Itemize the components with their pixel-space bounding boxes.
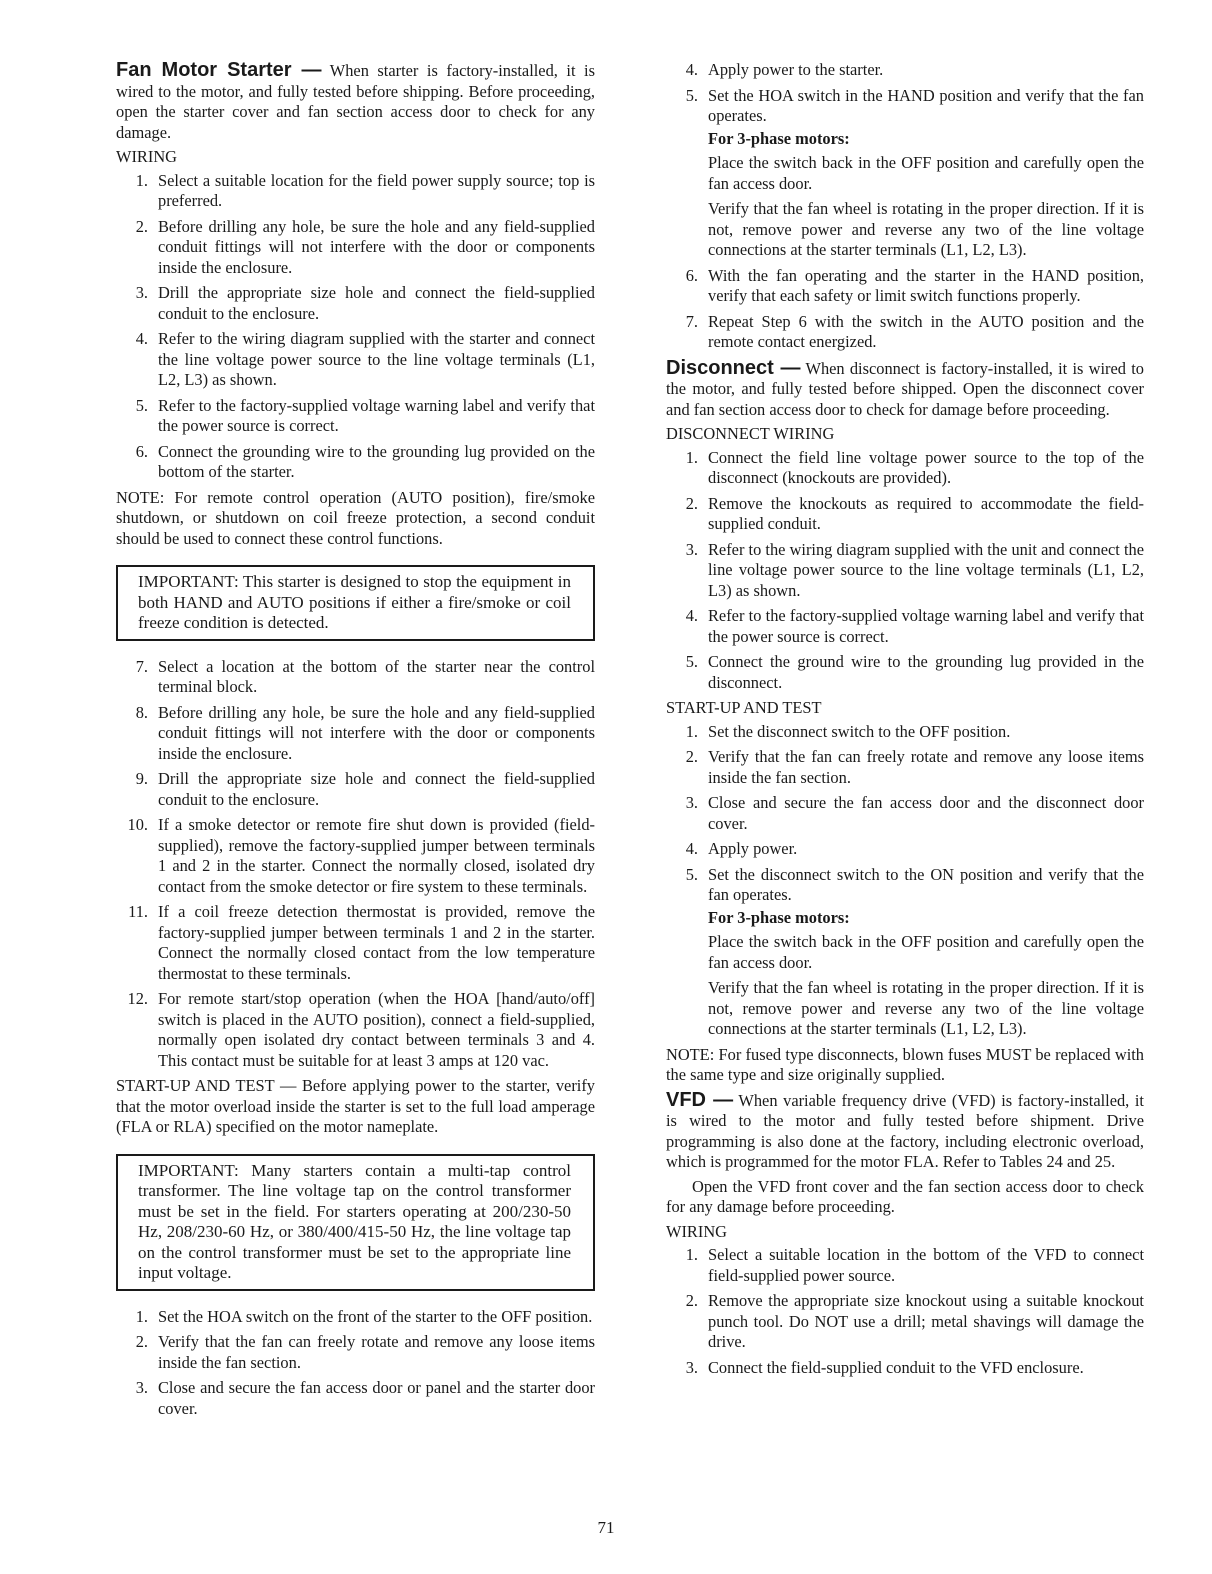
list-item: 1. Connect the field line voltage power source to the top of the disconnect (knockouts are provided). bbox=[685, 447, 1144, 487]
three-phase-instruction: Place the switch back in the OFF position and carefully open the fan access door. bbox=[708, 153, 1144, 193]
disconnect-steps-list bbox=[666, 448, 1144, 694]
list-item: 1. Select a suitable location for the field power supply source; top is preferred. bbox=[135, 170, 595, 210]
note-remote-control: NOTE: For remote control operation (AUTO position), fire/smoke shutdown, or shutdown on coil freeze protection, a second conduit should be used to connect these control functions. bbox=[116, 487, 595, 548]
vfd-wiring-label: WIRING bbox=[666, 1221, 727, 1241]
list-item: 1. Select a suitable location in the bottom of the VFD to connect field-supplied power source. bbox=[685, 1245, 1144, 1285]
vfd-wiring-steps bbox=[666, 1245, 1144, 1378]
list-item: 10. If a smoke detector or remote fire shut down is provided (field-supplied), remove the factory-supplied jumper between terminals 1 and 2 in the starter. Connect the normally closed, isolated dry contact from the smoke detector or fire system to these terminals. bbox=[127, 815, 595, 896]
list-item: 3. Close and secure the fan access door and the disconnect door cover. bbox=[685, 793, 1144, 833]
list-item: 4. Refer to the wiring diagram supplied with the starter and connect the line voltage power source to the line voltage terminals (L1, L2, L3) as shown. bbox=[135, 329, 595, 389]
list-item: 1. Set the disconnect switch to the OFF position. bbox=[685, 721, 1011, 741]
list-item: 2. Remove the knockouts as required to accommodate the field-supplied conduit. bbox=[685, 493, 1144, 533]
disconnect-intro: When disconnect is factory-installed, it is wired to the motor, and fully tested before shipped. Open the disconnect cover and fan section access door to check for damage before proceeding. bbox=[666, 358, 1144, 419]
list-item: 7. Select a location at the bottom of the starter near the control terminal block. bbox=[135, 656, 595, 696]
important-box-transformer: IMPORTANT: Many starters contain a multi-tap control transformer. The line voltage tap on the control transformer must be set in the field. For starters operating at 200/230-50 Hz, 208/230-60 Hz, or 380/400/415-50 Hz, the line voltage tap on the control transformer must be set to the appropriate line input voltage. bbox=[116, 1154, 595, 1291]
important-box-shutdown: IMPORTANT: This starter is designed to stop the equipment in both HAND and AUTO positions if either a fire/smoke or coil freeze condition is detected. bbox=[116, 565, 595, 641]
list-item: 8. Before drilling any hole, be sure the hole and any field-supplied conduit fittings will not interfere with the door or components inside the enclosure. bbox=[135, 702, 595, 763]
disconnect-startup-steps bbox=[666, 722, 1144, 1040]
startup-and-test-label: START-UP AND TEST bbox=[666, 698, 822, 717]
right-column bbox=[666, 60, 1144, 1383]
list-item: 11. If a coil freeze detection thermostat is provided, remove the factory-supplied jumper between terminals 1 and 2 in the starter. Connect the normally closed contact from the low temperature thermostat to these terminals. bbox=[128, 902, 595, 983]
startup-steps-list bbox=[116, 1307, 595, 1420]
list-item: 12. For remote start/stop operation (when the HOA [hand/auto/off] switch is placed in the AUTO position), connect a field-supplied, normally open isolated dry contact between terminals 3 and 4. This contact must be suitable for at least 3 amps at 120 vac. bbox=[127, 989, 595, 1070]
startup-and-test-paragraph: START-UP AND TEST — Before applying power to the starter, verify that the motor overload inside the starter is set to the full load amperage (FLA or RLA) specified on the motor nameplate. bbox=[116, 1076, 595, 1136]
wiring-label: WIRING bbox=[116, 147, 177, 166]
three-phase-label: For 3-phase motors: bbox=[708, 128, 850, 148]
list-item: 5. Connect the ground wire to the grounding lug provided in the disconnect. bbox=[685, 652, 1144, 692]
wiring-steps-list-continued bbox=[116, 657, 595, 1072]
list-item: 5. Refer to the factory-supplied voltage warning label and verify that the power source is correct. bbox=[135, 395, 595, 435]
page-number: 71 bbox=[597, 1518, 615, 1537]
vfd-paragraph bbox=[666, 1090, 1144, 1173]
wiring-steps-list bbox=[116, 171, 595, 483]
list-item: 2. Verify that the fan can freely rotate and remove any loose items inside the fan section. bbox=[135, 1332, 595, 1372]
vfd-open-instruction: Open the VFD front cover and the fan section access door to check for any damage before proceeding. bbox=[666, 1176, 1144, 1216]
list-item: 2. Verify that the fan can freely rotate and remove any loose items inside the fan section. bbox=[685, 747, 1144, 787]
list-item: 9. Drill the appropriate size hole and connect the field-supplied conduit to the enclosure. bbox=[135, 769, 595, 809]
fan-motor-starter-intro: When starter is factory-installed, it is wired to the motor, and fully tested before shipping. Before proceeding, open the starter cover and fan section access door to check for any damage. bbox=[116, 61, 595, 142]
fan-motor-starter-paragraph bbox=[116, 60, 595, 143]
three-phase-label: For 3-phase motors: bbox=[708, 907, 850, 927]
list-item: 4. Apply power. bbox=[685, 839, 798, 858]
startup-steps-continued bbox=[666, 60, 1144, 353]
list-item: 2. Before drilling any hole, be sure the hole and any field-supplied conduit fittings will not interfere with the door or components inside the enclosure. bbox=[135, 216, 595, 277]
disconnect-wiring-label: DISCONNECT WIRING bbox=[666, 424, 835, 443]
list-item: 5. Set the HOA switch in the HAND position and verify that the fan operates. For 3-phase motors: Place the switch back in the OFF position and carefully open the fan access door. Verify that the fan wheel is rotating in the proper direction. If it is not, remove power and reverse any two of the line voltage connections at the starter terminals (L1, L2, L3). bbox=[685, 85, 1144, 259]
list-item: 3. Connect the field-supplied conduit to the VFD enclosure. bbox=[685, 1357, 1084, 1377]
disconnect-heading: Disconnect — bbox=[666, 356, 801, 379]
disconnect-paragraph bbox=[666, 358, 1144, 421]
list-item: 1. Set the HOA switch on the front of the starter to the OFF position. bbox=[135, 1306, 593, 1326]
list-item: 6. Connect the grounding wire to the grounding lug provided on the bottom of the starter. bbox=[135, 441, 595, 481]
three-phase-instruction: Place the switch back in the OFF position and carefully open the fan access door. bbox=[708, 932, 1144, 972]
list-item: 3. Close and secure the fan access door or panel and the starter door cover. bbox=[135, 1378, 595, 1418]
list-item: 7. Repeat Step 6 with the switch in the AUTO position and the remote contact energized. bbox=[685, 311, 1144, 351]
fan-motor-starter-heading: Fan Motor Starter — bbox=[116, 59, 322, 81]
list-item: 3. Drill the appropriate size hole and connect the field-supplied conduit to the enclosure. bbox=[135, 283, 595, 323]
list-item: 4. Apply power to the starter. bbox=[685, 60, 884, 79]
list-item: 4. Refer to the factory-supplied voltage warning label and verify that the power source is correct. bbox=[685, 606, 1144, 646]
three-phase-instruction: Verify that the fan wheel is rotating in the proper direction. If it is not, remove power and reverse any two of the line voltage connections at the starter terminals (L1, L2, L3). bbox=[708, 978, 1144, 1038]
left-column bbox=[116, 60, 595, 1424]
list-item: 6. With the fan operating and the starter in the HAND position, verify that each safety or limit switch functions properly. bbox=[685, 265, 1144, 305]
vfd-intro: When variable frequency drive (VFD) is factory-installed, it is wired to the motor and fully tested before shipment. Drive programming is also done at the factory, including electronic overload, which is programmed for the motor FLA. Refer to Tables 24 and 25. bbox=[666, 1090, 1144, 1171]
list-item: 3. Refer to the wiring diagram supplied with the unit and connect the line voltage power source to the line voltage terminals (L1, L2, L3) as shown. bbox=[685, 539, 1144, 600]
note-fused-disconnects: NOTE: For fused type disconnects, blown fuses MUST be replaced with the same type and size originally supplied. bbox=[666, 1044, 1144, 1084]
list-item: 2. Remove the appropriate size knockout using a suitable knockout punch tool. Do NOT use a drill; metal shavings will damage the drive. bbox=[685, 1291, 1144, 1351]
list-item: 5. Set the disconnect switch to the ON position and verify that the fan operates. For 3-phase motors: Place the switch back in the OFF position and carefully open the fan access door. Verify that the fan wheel is rotating in the proper direction. If it is not, remove power and reverse any two of the line voltage connections at the starter terminals (L1, L2, L3). bbox=[685, 864, 1144, 1038]
three-phase-instruction: Verify that the fan wheel is rotating in the proper direction. If it is not, remove power and reverse any two of the line voltage connections at the starter terminals (L1, L2, L3). bbox=[708, 199, 1144, 259]
vfd-heading: VFD — bbox=[666, 1088, 734, 1111]
